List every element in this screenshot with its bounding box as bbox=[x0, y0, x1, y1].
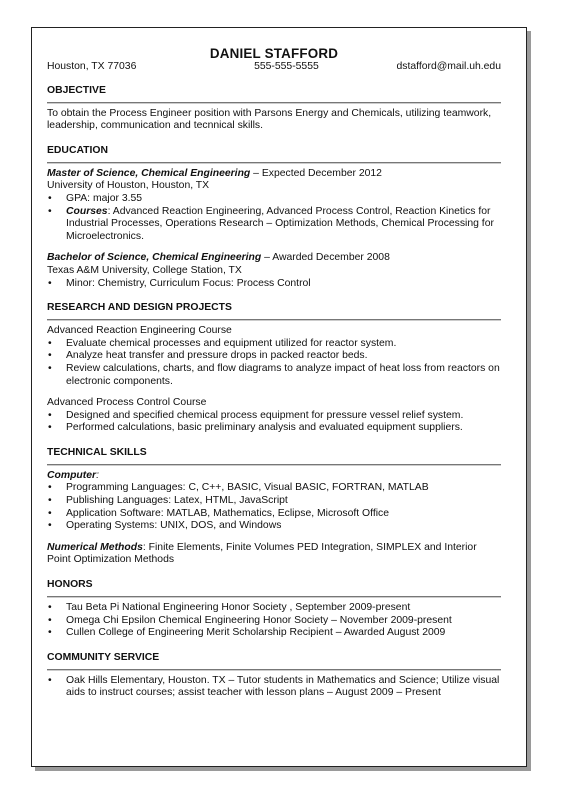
project-entry bbox=[47, 397, 501, 435]
skills-section bbox=[47, 447, 501, 567]
section-divider bbox=[47, 669, 501, 671]
bullet-icon: • bbox=[48, 337, 52, 349]
section-title: HONORS bbox=[47, 579, 93, 591]
resume-content bbox=[47, 46, 501, 700]
bullet-text: Evaluate chemical processes and equipment utilized for reactor system. bbox=[66, 337, 397, 349]
bullet-icon: • bbox=[48, 350, 52, 362]
education-section bbox=[47, 145, 501, 290]
bullet-icon: • bbox=[48, 422, 52, 434]
bullet-text: Operating Systems: UNIX, DOS, and Windows bbox=[66, 520, 282, 532]
bullet-icon: • bbox=[48, 627, 52, 639]
course-name: Advanced Process Control Course bbox=[47, 397, 207, 409]
bullet-icon: • bbox=[48, 409, 52, 421]
bullet-icon: • bbox=[48, 614, 52, 626]
section-title: RESEARCH AND DESIGN PROJECTS bbox=[47, 302, 232, 314]
bullet-text: Oak Hills Elementary, Houston. TX – Tutor students in Mathematics and Science; Utilize visual aids to instruct courses; assist teacher with lesson plans – August 2009 – Present bbox=[66, 674, 500, 699]
section-divider bbox=[47, 102, 501, 104]
email: dstafford@mail.uh.edu bbox=[396, 61, 501, 72]
bullet-text: Omega Chi Epsilon Chemical Engineering Honor Society – November 2009-present bbox=[66, 614, 452, 626]
section-divider bbox=[47, 162, 501, 164]
degree-line bbox=[47, 252, 501, 265]
bullet-icon: • bbox=[48, 205, 52, 217]
school: University of Houston, Houston, TX bbox=[47, 180, 210, 192]
resume-page bbox=[31, 27, 527, 767]
list-item bbox=[47, 350, 501, 363]
degree-line bbox=[47, 168, 501, 181]
projects-section bbox=[47, 302, 501, 435]
bullet-icon: • bbox=[48, 192, 52, 204]
bullet-text: Performed calculations, basic preliminary analysis and evaluated equipment suppliers. bbox=[66, 422, 463, 434]
degree-bullets bbox=[47, 193, 501, 243]
list-item bbox=[47, 410, 501, 423]
section-divider bbox=[47, 464, 501, 466]
list-item bbox=[47, 508, 501, 521]
degree-date: – Expected December 2012 bbox=[250, 167, 382, 179]
list-item bbox=[47, 482, 501, 495]
project-bullets bbox=[47, 410, 501, 435]
degree-entry bbox=[47, 168, 501, 244]
degree-title: Bachelor of Science, Chemical Engineering bbox=[47, 252, 262, 264]
section-divider bbox=[47, 319, 501, 321]
list-item bbox=[47, 278, 501, 291]
course-name: Advanced Reaction Engineering Course bbox=[47, 325, 232, 337]
list-item bbox=[47, 495, 501, 508]
bullet-label: Courses bbox=[66, 205, 108, 217]
community-section bbox=[47, 652, 501, 700]
bullet-icon: • bbox=[48, 362, 52, 374]
candidate-name: DANIEL STAFFORD bbox=[209, 46, 339, 61]
bullet-icon: • bbox=[48, 277, 52, 289]
computer-colon: : bbox=[96, 469, 99, 481]
degree-bullets bbox=[47, 278, 501, 291]
list-item bbox=[47, 602, 501, 615]
community-bullets bbox=[47, 675, 501, 700]
honors-bullets bbox=[47, 602, 501, 640]
bullet-text: Analyze heat transfer and pressure drops in packed reactor beds. bbox=[66, 350, 368, 362]
honors-section bbox=[47, 579, 501, 640]
list-item bbox=[47, 615, 501, 628]
section-title: COMMUNITY SERVICE bbox=[47, 651, 160, 663]
computer-label: Computer bbox=[47, 469, 97, 481]
bullet-icon: • bbox=[48, 482, 52, 494]
contact-line bbox=[47, 61, 501, 74]
bullet-text: Publishing Languages: Latex, HTML, JavaScript bbox=[66, 495, 288, 507]
numerical-text: : Finite Elements, Finite Volumes PED Integration, SIMPLEX and Interior Point Optimization Methods bbox=[47, 541, 477, 566]
degree-title: Master of Science, Chemical Engineering bbox=[47, 167, 251, 179]
objective-section bbox=[47, 85, 501, 133]
bullet-text: Programming Languages: C, C++, BASIC, Visual BASIC, FORTRAN, MATLAB bbox=[66, 482, 429, 494]
list-item bbox=[47, 338, 501, 351]
list-item bbox=[47, 520, 501, 533]
project-bullets bbox=[47, 338, 501, 388]
computer-bullets bbox=[47, 482, 501, 532]
section-divider bbox=[47, 596, 501, 598]
bullet-text: Designed and specified chemical process equipment for pressure vessel relief system. bbox=[66, 409, 464, 421]
numerical-methods bbox=[47, 542, 501, 567]
bullet-icon: • bbox=[48, 602, 52, 614]
bullet-text: Review calculations, charts, and flow diagrams to analyze impact of heat loss from reactors on electronic components. bbox=[66, 362, 500, 387]
section-title: EDUCATION bbox=[47, 144, 108, 156]
section-title: OBJECTIVE bbox=[47, 84, 106, 96]
list-item bbox=[47, 363, 501, 388]
section-title: TECHNICAL SKILLS bbox=[47, 446, 147, 458]
list-item bbox=[47, 206, 501, 244]
bullet-text: : Advanced Reaction Engineering, Advanced Process Control, Reaction Kinetics for Industrial Processes, Operations Research – Optimization Methods, Chemical Processing for Microelectronics. bbox=[66, 205, 494, 242]
bullet-text: Minor: Chemistry, Curriculum Focus: Process Control bbox=[66, 277, 311, 289]
project-entry bbox=[47, 325, 501, 388]
bullet-text: GPA: major 3.55 bbox=[66, 192, 143, 204]
list-item bbox=[47, 627, 501, 640]
objective-text: To obtain the Process Engineer position with Parsons Energy and Chemicals, utilizing teamwork, leadership, communication and tecnnical skills. bbox=[47, 107, 492, 132]
bullet-text: Application Software: MATLAB, Mathematics, Eclipse, Microsoft Office bbox=[66, 507, 389, 519]
bullet-text: Cullen College of Engineering Merit Scholarship Recipient – Awarded August 2009 bbox=[66, 627, 446, 639]
degree-date: – Awarded December 2008 bbox=[261, 252, 390, 264]
school: Texas A&M University, College Station, TX bbox=[47, 264, 242, 276]
list-item bbox=[47, 193, 501, 206]
phone: 555-555-5555 bbox=[254, 61, 319, 72]
bullet-text: Tau Beta Pi National Engineering Honor Society , September 2009-present bbox=[66, 602, 411, 614]
list-item bbox=[47, 675, 501, 700]
bullet-icon: • bbox=[48, 507, 52, 519]
computer-heading bbox=[47, 470, 501, 483]
bullet-icon: • bbox=[48, 674, 52, 686]
bullet-icon: • bbox=[48, 495, 52, 507]
location: Houston, TX 77036 bbox=[47, 61, 137, 72]
list-item bbox=[47, 422, 501, 435]
numerical-label: Numerical Methods bbox=[47, 541, 143, 553]
bullet-icon: • bbox=[48, 520, 52, 532]
degree-entry bbox=[47, 252, 501, 290]
